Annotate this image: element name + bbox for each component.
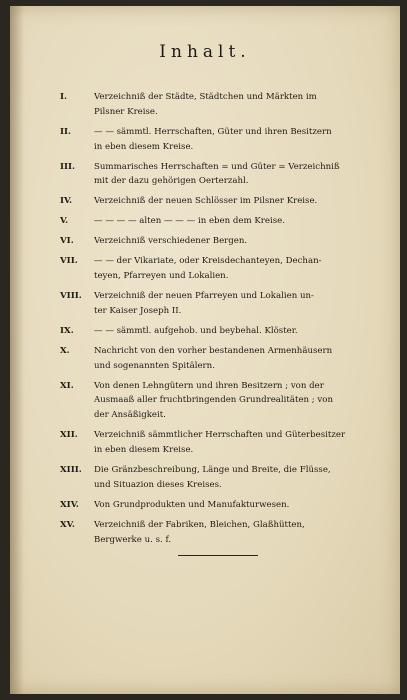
entry-number: VI. [60,236,74,247]
page-title: Inhalt. [159,42,251,62]
entry-line: Summarisches Herrschaften = und Güter = Verzeichniß [94,161,340,172]
entry-line: Von Grundprodukten und Manufakturwesen. [94,499,290,510]
entry-line: — — der Vikariate, oder Kreisdechanteyen, Dechan- [94,256,322,267]
entry-line: Verzeichniß der neuen Schlösser im Pilsner Kreise. [94,196,318,207]
entry-line: Die Gränzbeschreibung, Länge und Breite, die Flüsse, [94,464,331,475]
entry-line: und sogenannten Spitälern. [94,360,215,371]
entry-number: V. [60,216,69,227]
closing-rule [178,555,258,556]
toc-entry-14 [60,498,380,513]
toc-entry-15 [60,518,380,548]
toc-entry-11 [60,379,380,423]
entry-number: XIII. [60,464,82,475]
toc-entry-13 [60,463,380,493]
entry-line: in eben diesem Kreise. [94,141,194,152]
entry-number: XI. [60,380,74,391]
book-page [10,6,400,694]
entry-line: Nachricht von den vorher bestandenen Armenhäusern [94,345,333,356]
table-of-contents [60,90,380,553]
toc-entry-5 [60,214,380,229]
entry-line: in eben diesem Kreise. [94,445,194,455]
entry-number: XIV. [60,499,79,510]
entry-line: Verzeichniß sämmtlicher Herrschaften und Güterbesitzer [94,430,346,441]
entry-line: Bergwerke u. s. f. [94,534,172,545]
entry-line: Von denen Lehngütern und ihren Besitzern ; von der [94,380,324,391]
entry-line: teyen, Pfarreyen und Lokalien. [94,271,229,282]
toc-entry-9 [60,324,380,339]
entry-line: und Situazion dieses Kreises. [94,479,222,490]
entry-line: — — sämmtl. aufgehob. und beybehal. Klöster. [94,325,298,336]
entry-number: III. [60,161,76,172]
entry-number: XV. [60,519,75,530]
entry-number: IV. [60,196,73,207]
entry-line: ter Kaiser Joseph II. [94,305,182,316]
entry-number: II. [60,126,72,137]
toc-entry-12 [60,428,380,458]
entry-number: IX. [60,325,74,336]
toc-entry-2 [60,125,380,155]
entry-line: — — — — alten — — — in eben dem Kreise. [94,216,285,227]
toc-entry-3 [60,160,380,190]
entry-number: X. [60,345,70,356]
toc-entry-7 [60,254,380,284]
entry-line: Ausmaaß aller fruchtbringenden Grundrealitäten ; von [94,395,333,406]
entry-number: VIII. [60,291,82,302]
toc-entry-4 [60,194,380,209]
toc-entry-8 [60,289,380,319]
entry-line: — — sämmtl. Herrschaften, Güter und ihren Besitzern [94,126,332,137]
entry-number: VII. [60,256,78,267]
entry-line: Pilsner Kreise. [94,106,158,117]
toc-entry-1 [60,90,380,120]
entry-line: Verzeichniß der Fabriken, Bleichen, Glaßhütten, [94,519,305,530]
entry-line: Verzeichniß der Städte, Städtchen und Märkten im [94,92,317,102]
entry-line: mit der dazu gehörigen Oerterzahl. [94,176,249,187]
entry-line: Verzeichniß verschiedener Bergen. [94,236,248,247]
entry-number: XII. [60,430,78,441]
entry-number: I. [60,92,68,102]
toc-entry-10 [60,344,380,374]
entry-line: der Ansäßigkeit. [94,410,166,421]
entry-line: Verzeichniß der neuen Pfarreyen und Lokalien un- [94,291,314,302]
toc-entry-6 [60,234,380,249]
